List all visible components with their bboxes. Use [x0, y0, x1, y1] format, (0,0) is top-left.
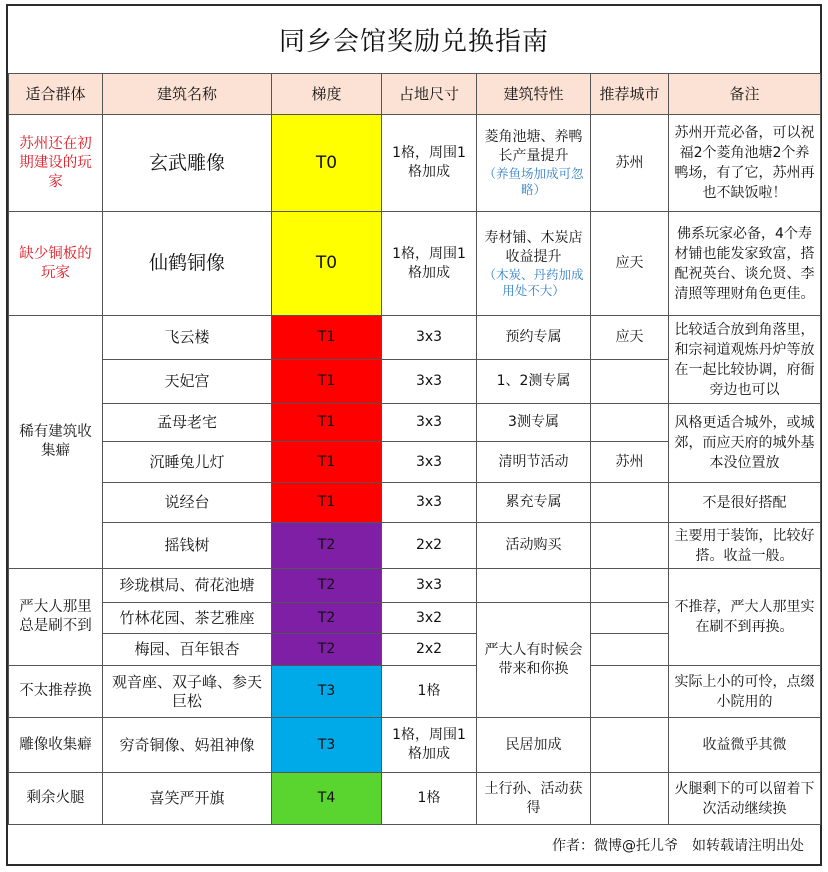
note-cell: 不推荐，严大人那里实在刷不到再换。 — [669, 569, 821, 666]
header-tier: 梯度 — [272, 74, 382, 115]
tier-cell: T0 — [272, 115, 382, 212]
header-group: 适合群体 — [9, 74, 103, 115]
note-cell: 佛系玩家必备，4个寿材铺也能发家致富，搭配祝英台、谈允贤、李清照等理财角色更佳。 — [669, 212, 821, 316]
tier-cell: T2 — [272, 569, 382, 603]
size-cell: 3x3 — [382, 404, 477, 442]
city-cell — [591, 666, 669, 718]
size-cell: 3x3 — [382, 483, 477, 523]
tier-cell: T2 — [272, 523, 382, 569]
table-row — [9, 773, 821, 825]
tier-cell: T2 — [272, 603, 382, 634]
feature-cell: 1、2测专属 — [477, 360, 591, 404]
feature-cell: 预约专属 — [477, 316, 591, 360]
table-row — [9, 212, 821, 316]
building-name: 穷奇铜像、妈祖神像 — [103, 718, 272, 773]
building-name: 天妃宫 — [103, 360, 272, 404]
feature-cell: 严大人有时候会带来和你换 — [477, 603, 591, 718]
building-name: 飞云楼 — [103, 316, 272, 360]
note-cell: 不是很好搭配 — [669, 483, 821, 523]
city-cell — [591, 718, 669, 773]
tier-cell: T0 — [272, 212, 382, 316]
feature-cell: 民居加成 — [477, 718, 591, 773]
note-cell: 实际上小的可怜，点缀小院用的 — [669, 666, 821, 718]
building-name: 玄武雕像 — [103, 115, 272, 212]
table-row — [9, 115, 821, 212]
group-cell: 苏州还在初期建设的玩家 — [9, 115, 103, 212]
header-city: 推荐城市 — [591, 74, 669, 115]
header-row — [9, 74, 821, 115]
feature-cell: 3测专属 — [477, 404, 591, 442]
city-cell — [591, 483, 669, 523]
feature-cell: 土行孙、活动获得 — [477, 773, 591, 825]
guide-sheet — [6, 4, 822, 866]
author-credit: 作者：微博@托儿爷 — [552, 837, 678, 854]
table-row — [9, 569, 821, 603]
tier-cell: T1 — [272, 483, 382, 523]
feature-cell: 累充专属 — [477, 483, 591, 523]
building-name: 沉睡兔儿灯 — [103, 442, 272, 483]
city-cell: 苏州 — [591, 115, 669, 212]
city-cell — [591, 773, 669, 825]
building-name: 孟母老宅 — [103, 404, 272, 442]
header-building-name: 建筑名称 — [103, 74, 272, 115]
tier-cell: T3 — [272, 666, 382, 718]
size-cell: 3x2 — [382, 603, 477, 634]
header-note: 备注 — [669, 74, 821, 115]
group-cell: 雕像收集癖 — [9, 718, 103, 773]
feature-text: 菱角池塘、养鸭长产量提升 — [484, 129, 583, 164]
size-cell: 2x2 — [382, 634, 477, 666]
building-name: 说经台 — [103, 483, 272, 523]
size-cell: 1格 — [382, 666, 477, 718]
city-cell — [591, 603, 669, 634]
group-cell: 不太推荐换 — [9, 666, 103, 718]
size-cell: 2x2 — [382, 523, 477, 569]
size-cell: 3x3 — [382, 360, 477, 404]
feature-cell: 清明节活动 — [477, 442, 591, 483]
note-cell: 风格更适合城外，或城郊，而应天府的城外基本没位置放 — [669, 404, 821, 483]
note-cell: 苏州开荒必备，可以祝福2个菱角池塘2个养鸭场，有了它，苏州再也不缺饭啦！ — [669, 115, 821, 212]
table-row — [9, 483, 821, 523]
feature-cell: 活动购买 — [477, 523, 591, 569]
feature-cell — [477, 115, 591, 212]
page-title: 同乡会馆奖励兑换指南 — [8, 6, 820, 74]
size-cell: 1格，周围1格加成 — [382, 212, 477, 316]
feature-cell — [477, 569, 591, 603]
group-cell: 剩余火腿 — [9, 773, 103, 825]
size-cell: 1格，周围1格加成 — [382, 718, 477, 773]
tier-cell: T1 — [272, 360, 382, 404]
exchange-table — [8, 73, 821, 825]
tier-cell: T4 — [272, 773, 382, 825]
city-cell: 苏州 — [591, 442, 669, 483]
header-feature: 建筑特性 — [477, 74, 591, 115]
note-cell: 比较适合放到角落里，和宗祠道观炼丹炉等放在一起比较协调，府衙旁边也可以 — [669, 316, 821, 404]
note-cell: 主要用于装饰，比较好搭。收益一般。 — [669, 523, 821, 569]
group-cell: 稀有建筑收集癖 — [9, 316, 103, 569]
building-name: 仙鹤铜像 — [103, 212, 272, 316]
note-cell: 火腿剩下的可以留着下次活动继续换 — [669, 773, 821, 825]
table-row — [9, 523, 821, 569]
tier-cell: T1 — [272, 316, 382, 360]
feature-text: 寿材铺、木炭店收益提升 — [484, 229, 583, 265]
building-name: 梅园、百年银杏 — [103, 634, 272, 666]
building-name: 观音座、双子峰、参天巨松 — [103, 666, 272, 718]
feature-subnote: （木炭、丹药加成用处不大） — [483, 266, 584, 298]
tier-cell: T3 — [272, 718, 382, 773]
table-row — [9, 316, 821, 360]
header-size: 占地尺寸 — [382, 74, 477, 115]
footer — [8, 824, 820, 864]
city-cell: 应天 — [591, 212, 669, 316]
table-row — [9, 718, 821, 773]
tier-cell: T1 — [272, 442, 382, 483]
building-name: 摇钱树 — [103, 523, 272, 569]
repost-notice: 如转载请注明出处 — [692, 837, 804, 854]
size-cell: 1格，周围1格加成 — [382, 115, 477, 212]
table-row — [9, 666, 821, 718]
size-cell: 3x3 — [382, 569, 477, 603]
city-cell — [591, 634, 669, 666]
table-row — [9, 404, 821, 442]
group-cell: 严大人那里总是刷不到 — [9, 569, 103, 666]
city-cell — [591, 569, 669, 603]
city-cell — [591, 523, 669, 569]
city-cell — [591, 360, 669, 404]
group-cell: 缺少铜板的玩家 — [9, 212, 103, 316]
feature-subnote: （养鱼场加成可忽略） — [483, 166, 584, 197]
size-cell: 3x3 — [382, 316, 477, 360]
building-name: 珍珑棋局、荷花池塘 — [103, 569, 272, 603]
tier-cell: T2 — [272, 634, 382, 666]
building-name: 喜笑严开旗 — [103, 773, 272, 825]
size-cell: 1格 — [382, 773, 477, 825]
size-cell: 3x3 — [382, 442, 477, 483]
building-name: 竹林花园、茶艺雅座 — [103, 603, 272, 634]
city-cell — [591, 404, 669, 442]
city-cell: 应天 — [591, 316, 669, 360]
note-cell: 收益微乎其微 — [669, 718, 821, 773]
tier-cell: T1 — [272, 404, 382, 442]
feature-cell — [477, 212, 591, 316]
